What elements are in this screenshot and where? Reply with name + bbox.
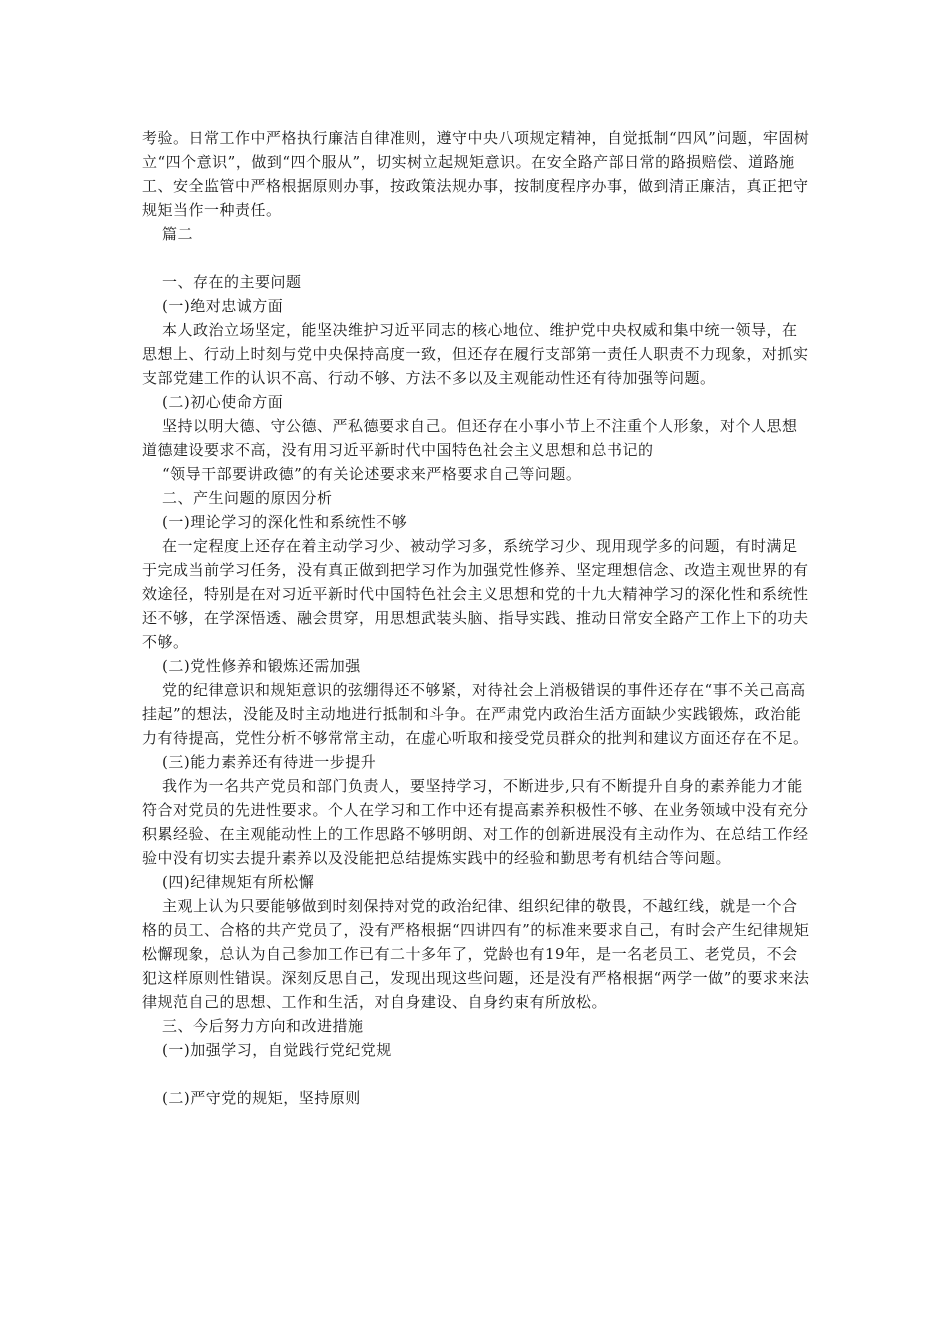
subheading-ability: (三)能力素养还有待进一步提升 — [162, 753, 377, 771]
subheading-party-spirit: (二)党性修养和锻炼还需加强 — [162, 657, 361, 675]
paragraph-loyalty: 本人政治立场坚定，能坚决维护习近平同志的核心地位、维护党中央权威和集中统一领导，在思想上、行动上时刻与党中央保持高度一致，但还存在履行支部第一责任人职责不力现象，对抓实支部党建工作的认识不高、行动不够、方法不多以及主观能动性还有待加强等问题。 — [142, 321, 809, 387]
paragraph-discipline: 主观上认为只要能够做到时刻保持对党的政治纪律、组织纪律的敬畏，不越红线，就是一个合格的员工、合格的共产党员了，没有严格根据“四讲四有”的标准来要求自己，有时会产生纪律规矩松懈现象，总认为自己参加工作已有二十多年了，党龄也有19年，是一名老员工、老党员，不会犯这样原则性错误。深刻反思自己，发现出现这些问题，还是没有严格根据“两学一做”的要求来法律规范自己的思想、工作和生活，对自身建设、自身约束有所放松。 — [142, 897, 810, 1011]
intro-paragraph: 考验。日常工作中严格执行廉洁自律准则，遵守中央八项规定精神，自觉抵制“四风”问题，牢固树立“四个意识”，做到“四个服从”，切实树立起规矩意识。在安全路产部日常的路损赔偿、道路施工、安全监管中严格根据原则办事，按政策法规办事，按制度程序办事，做到清正廉洁，真正把守规矩当作一种责任。 — [142, 129, 810, 219]
paragraph-ability: 我作为一名共产党员和部门负责人，要坚持学习，不断进步,只有不断提升自身的素养能力才能符合对党员的先进性要求。个人在学习和工作中还有提高素养积极性不够、在业务领域中没有充分积累经验、在主观能动性上的工作思路不够明朗、对工作的创新进展没有主动作为、在总结工作经验中没有切实去提升素养以及没能把总结提炼实践中的经验和勤思考有机结合等问题。 — [142, 777, 809, 867]
heading-improvement-measures: 三、今后努力方向和改进措施 — [162, 1017, 364, 1035]
heading-cause-analysis: 二、产生问题的原因分析 — [162, 489, 333, 507]
subheading-mission: (二)初心使命方面 — [162, 393, 284, 411]
subheading-discipline: (四)纪律规矩有所松懈 — [162, 873, 315, 891]
subheading-theory-study: (一)理论学习的深化性和系统性不够 — [162, 513, 408, 531]
subheading-loyalty: (一)绝对忠诚方面 — [162, 297, 284, 315]
subheading-strengthen-study: (一)加强学习，自觉践行党纪党规 — [162, 1041, 392, 1059]
paragraph-mission-continued: “领导干部要讲政德”的有关论述要求来严格要求自己等问题。 — [162, 465, 582, 483]
paragraph-mission: 坚持以明大德、守公德、严私德要求自己。但还存在小事小节上不注重个人形象，对个人思想道德建设要求不高，没有用习近平新时代中国特色社会主义思想和总书记的 — [142, 417, 798, 459]
paragraph-party-spirit: 党的纪律意识和规矩意识的弦绷得还不够紧，对待社会上消极错误的事件还存在“事不关己高高挂起”的想法，没能及时主动地进行抵制和斗争。在严肃党内政治生活方面缺少实践锻炼，政治能力有待提高，党性分析不够常常主动，在虚心听取和接受党员群众的批判和建议方面还存在不足。 — [142, 681, 809, 747]
heading-existing-problems: 一、存在的主要问题 — [162, 273, 302, 291]
subheading-observe-rules: (二)严守党的规矩，坚持原则 — [162, 1089, 361, 1107]
paragraph-theory-study: 在一定程度上还存在着主动学习少、被动学习多，系统学习少、现用现学多的问题，有时满足于完成当前学习任务，没有真正做到把学习作为加强党性修养、坚定理想信念、改造主观世界的有效途径，特别是在对习近平新时代中国特色社会主义思想和党的十九大精神学习的深化性和系统性还不够，在学深悟透、融会贯穿，用思想武装头脑、指导实践、推动日常安全路产工作上下的功夫不够。 — [142, 537, 809, 651]
section-title: 篇二 — [162, 225, 194, 243]
document-body — [142, 126, 810, 1110]
